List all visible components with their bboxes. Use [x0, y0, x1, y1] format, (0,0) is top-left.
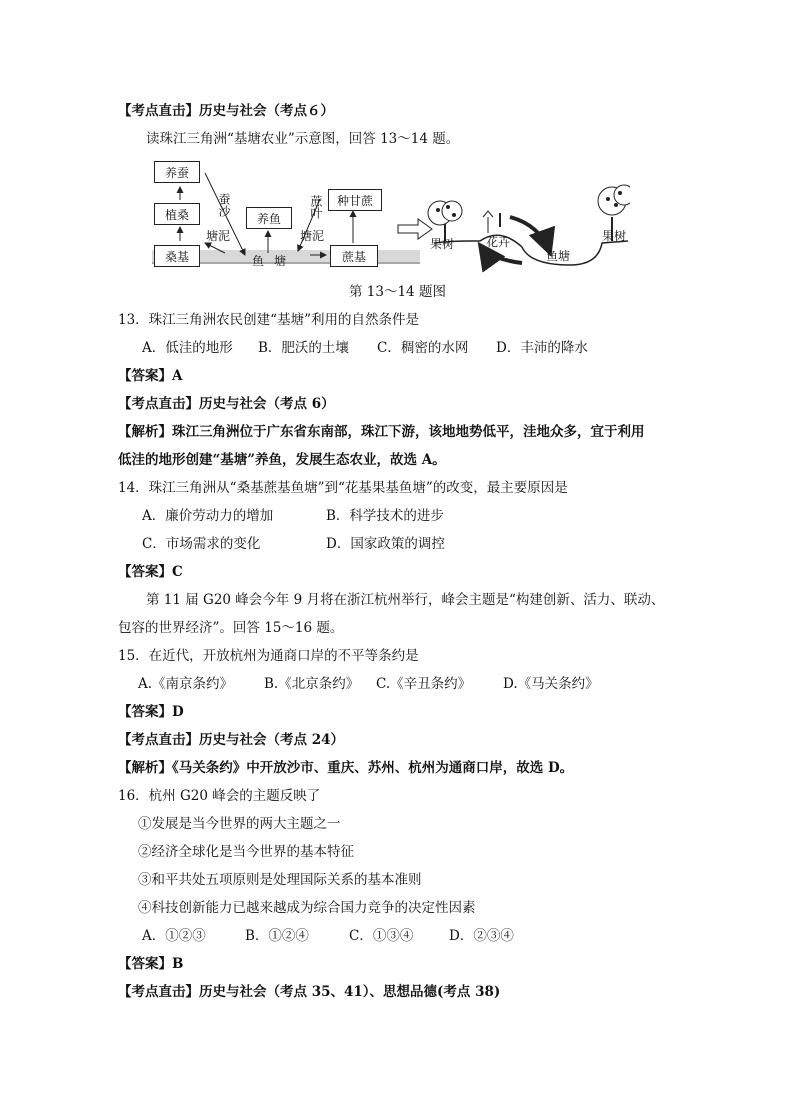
q13-analysis-2: 低洼的地形创建“基塘”养鱼，发展生态农业，故选 A。 — [118, 452, 446, 468]
q15-answer: 【答案】D — [118, 704, 184, 720]
question-16: 16．杭州 G20 峰会的主题反映了 — [118, 788, 321, 804]
cycle-arrow — [510, 217, 550, 253]
box-silkworm: 养蚕 — [154, 161, 200, 183]
box-cane-dike: 蔗基 — [330, 245, 378, 267]
q16-statement-4: ④科技创新能力已越来越成为综合国力竞争的决定性因素 — [138, 900, 476, 916]
q13-analysis-1: 【解析】珠江三角洲位于广东省东南部，珠江下游，该地地势低平，洼地众多，宜于利用 — [118, 424, 645, 440]
q13-option-d: D．丰沛的降水 — [496, 340, 588, 356]
box-fish: 养鱼 — [246, 207, 292, 229]
figure-caption: 第 13～14 题图 — [349, 284, 446, 300]
q16-statement-3: ③和平共处五项原则是处理国际关系的基本准则 — [138, 872, 422, 888]
q13-option-c: C．稠密的水网 — [377, 340, 469, 356]
label-fruit-tree-1: 果树 — [430, 237, 455, 251]
label-flowers: 花卉 — [486, 235, 511, 249]
label-pond-mud-1: 塘泥 — [206, 229, 231, 243]
q14-option-a: A．廉价劳动力的增加 — [142, 508, 274, 524]
section-heading: 【考点直击】历史与社会（考点６） — [118, 103, 334, 119]
question-13: 13．珠江三角洲农民创建“基塘”利用的自然条件是 — [118, 312, 419, 328]
q16-topic: 【考点直击】历史与社会（考点 35、41）、思想品德(考点 38) — [118, 984, 501, 1000]
transition-arrow — [398, 219, 432, 239]
question-intro: 读珠江三角洲“基塘农业”示意图，回答 13～14 题。 — [146, 131, 460, 147]
label-fish-pond-right: 鱼塘 — [546, 249, 571, 263]
box-mulberry-dike: 桑基 — [154, 245, 200, 267]
label-fish-pond-left: 鱼塘 — [252, 254, 297, 268]
g20-intro-1: 第 11 届 G20 峰会今年 9 月将在浙江杭州举行，峰会主题是“构建创新、活力、联动、 — [146, 592, 665, 608]
q14-option-c: C．市场需求的变化 — [142, 536, 261, 552]
q13-answer: 【答案】A — [118, 368, 183, 384]
g20-intro-2: 包容的世界经济”。回答 15～16 题。 — [118, 620, 344, 636]
q15-option-b: B.《北京条约》 — [264, 676, 360, 692]
q16-statement-2: ②经济全球化是当今世界的基本特征 — [138, 844, 354, 860]
label-fruit-tree-2: 果树 — [602, 229, 627, 243]
label-silkworm-sand: 蚕沙 — [217, 193, 231, 217]
base-pond-diagram — [150, 155, 630, 273]
q14-option-d: D．国家政策的调控 — [326, 536, 445, 552]
q15-analysis: 【解析】《马关条约》中开放沙市、重庆、苏州、杭州为通商口岸，故选 D。 — [118, 760, 574, 776]
question-15: 15．在近代，开放杭州为通商口岸的不平等条约是 — [118, 648, 419, 664]
q16-statement-1: ①发展是当今世界的两大主题之一 — [138, 816, 341, 832]
question-14: 14．珠江三角洲从“桑基蔗基鱼塘”到“花基果基鱼塘”的改变，最主要原因是 — [118, 480, 568, 496]
box-sugarcane: 种甘蔗 — [328, 189, 382, 211]
terrain-line — [434, 235, 628, 265]
q14-option-b: B．科学技术的进步 — [326, 508, 444, 524]
q16-answer: 【答案】B — [118, 956, 184, 972]
q16-option-d: D．②③④ — [449, 928, 514, 944]
q16-option-b: B．①②④ — [245, 928, 309, 944]
q15-option-a: A.《南京条约》 — [138, 676, 234, 692]
q16-option-a: A．①②③ — [142, 928, 206, 944]
flower-icon — [483, 211, 500, 233]
label-pond-mud-2: 塘泥 — [300, 229, 325, 243]
q14-answer: 【答案】C — [118, 564, 183, 580]
q13-option-b: B．肥沃的土壤 — [258, 340, 349, 356]
q13-option-a: A．低洼的地形 — [142, 340, 233, 356]
q15-option-d: D.《马关条约》 — [503, 676, 599, 692]
q16-option-c: C．①③④ — [349, 928, 414, 944]
q15-option-c: C.《辛丑条约》 — [376, 676, 472, 692]
q13-topic: 【考点直击】历史与社会（考点 6） — [118, 396, 335, 412]
q15-topic: 【考点直击】历史与社会（考点 24） — [118, 732, 344, 748]
box-plant-mulberry: 植桑 — [154, 203, 200, 225]
label-cane-leaf: 蔗叶 — [309, 195, 323, 219]
